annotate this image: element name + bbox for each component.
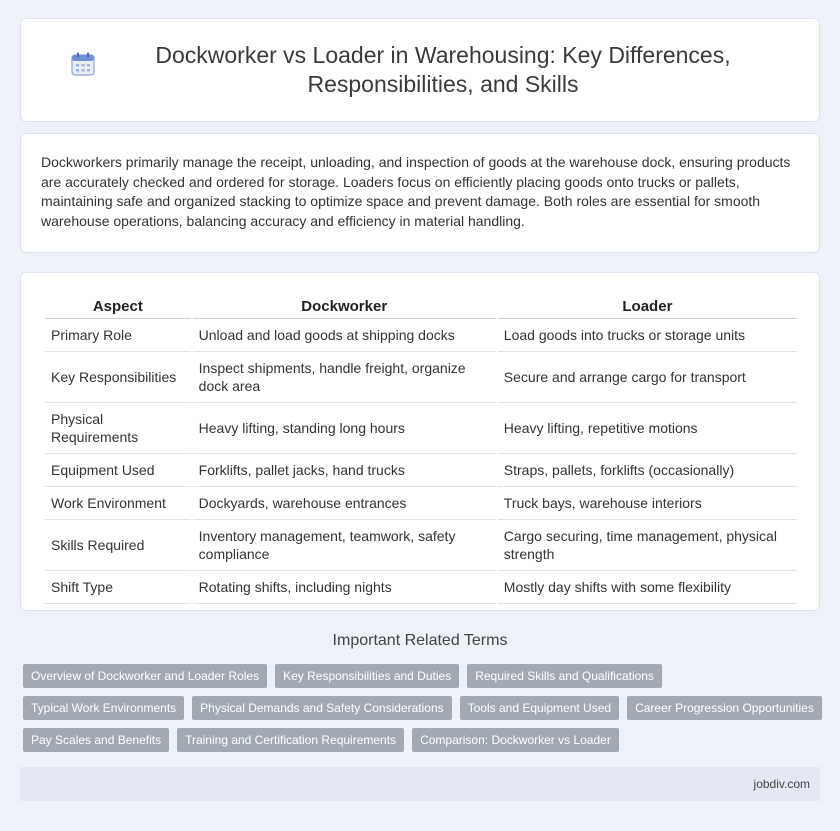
comparison-table: [43, 293, 799, 604]
table-cell: Heavy lifting, standing long hours: [193, 403, 496, 454]
table-cell: Forklifts, pallet jacks, hand trucks: [193, 454, 496, 487]
related-term-tag[interactable]: Comparison: Dockworker vs Loader: [412, 728, 619, 752]
related-term-tag[interactable]: Required Skills and Qualifications: [467, 664, 662, 688]
related-term-tag[interactable]: Key Responsibilities and Duties: [275, 664, 459, 688]
tag-row: [23, 696, 823, 720]
table-row: [45, 319, 797, 352]
comparison-card: [20, 272, 820, 611]
column-header: Dockworker: [193, 293, 496, 319]
related-term-tag[interactable]: Typical Work Environments: [23, 696, 184, 720]
related-term-tag[interactable]: Career Progression Opportunities: [627, 696, 822, 720]
intro-card: [20, 133, 820, 253]
footer-site-link[interactable]: jobdiv.com: [753, 777, 810, 791]
table-row: [45, 403, 797, 454]
related-term-tag[interactable]: Overview of Dockworker and Loader Roles: [23, 664, 267, 688]
table-row: [45, 571, 797, 604]
table-cell: Equipment Used: [45, 454, 191, 487]
header-card: [20, 18, 820, 122]
related-terms-title: Important Related Terms: [332, 632, 508, 649]
table-cell: Physical Requirements: [45, 403, 191, 454]
table-cell: Dockyards, warehouse entrances: [193, 487, 496, 520]
table-cell: Truck bays, warehouse interiors: [498, 487, 797, 520]
footer: [20, 767, 820, 801]
related-term-tag[interactable]: Training and Certification Requirements: [177, 728, 404, 752]
table-cell: Straps, pallets, forklifts (occasionally): [498, 454, 797, 487]
table-row: [45, 520, 797, 571]
related-term-tag[interactable]: Tools and Equipment Used: [460, 696, 619, 720]
tag-row: [23, 664, 823, 688]
table-cell: Primary Role: [45, 319, 191, 352]
calendar-icon: [70, 51, 96, 77]
table-cell: Heavy lifting, repetitive motions: [498, 403, 797, 454]
table-cell: Load goods into trucks or storage units: [498, 319, 797, 352]
table-row: [45, 352, 797, 403]
table-cell: Cargo securing, time management, physical strength: [498, 520, 797, 571]
table-cell: Secure and arrange cargo for transport: [498, 352, 797, 403]
table-cell: Key Responsibilities: [45, 352, 191, 403]
table-row: [45, 454, 797, 487]
related-terms-list: [23, 664, 823, 760]
table-cell: Inspect shipments, handle freight, organize dock area: [193, 352, 496, 403]
related-term-tag[interactable]: Pay Scales and Benefits: [23, 728, 169, 752]
table-cell: Work Environment: [45, 487, 191, 520]
table-cell: Inventory management, teamwork, safety compliance: [193, 520, 496, 571]
tag-row: [23, 728, 823, 752]
table-cell: Rotating shifts, including nights: [193, 571, 496, 604]
table-cell: Unload and load goods at shipping docks: [193, 319, 496, 352]
related-term-tag[interactable]: Physical Demands and Safety Considerations: [192, 696, 451, 720]
table-cell: Mostly day shifts with some flexibility: [498, 571, 797, 604]
page-title: Dockworker vs Loader in Warehousing: Key Differences, Responsibilities, and Skills: [155, 42, 731, 97]
column-header: Aspect: [45, 293, 191, 319]
column-header: Loader: [498, 293, 797, 319]
table-row: [45, 487, 797, 520]
table-cell: Shift Type: [45, 571, 191, 604]
table-header-row: [45, 293, 797, 319]
intro-paragraph: Dockworkers primarily manage the receipt, unloading, and inspection of goods at the warehouse dock, ensuring products are accurately checked and ordered for storage. Loaders focus on efficiently placing goods onto trucks or pallets, maintaining safe and organized stacking to optimize space and prevent damage. Both roles are essential for smooth warehouse operations, balancing accuracy and efficiency in material handling.: [41, 154, 791, 229]
table-cell: Skills Required: [45, 520, 191, 571]
